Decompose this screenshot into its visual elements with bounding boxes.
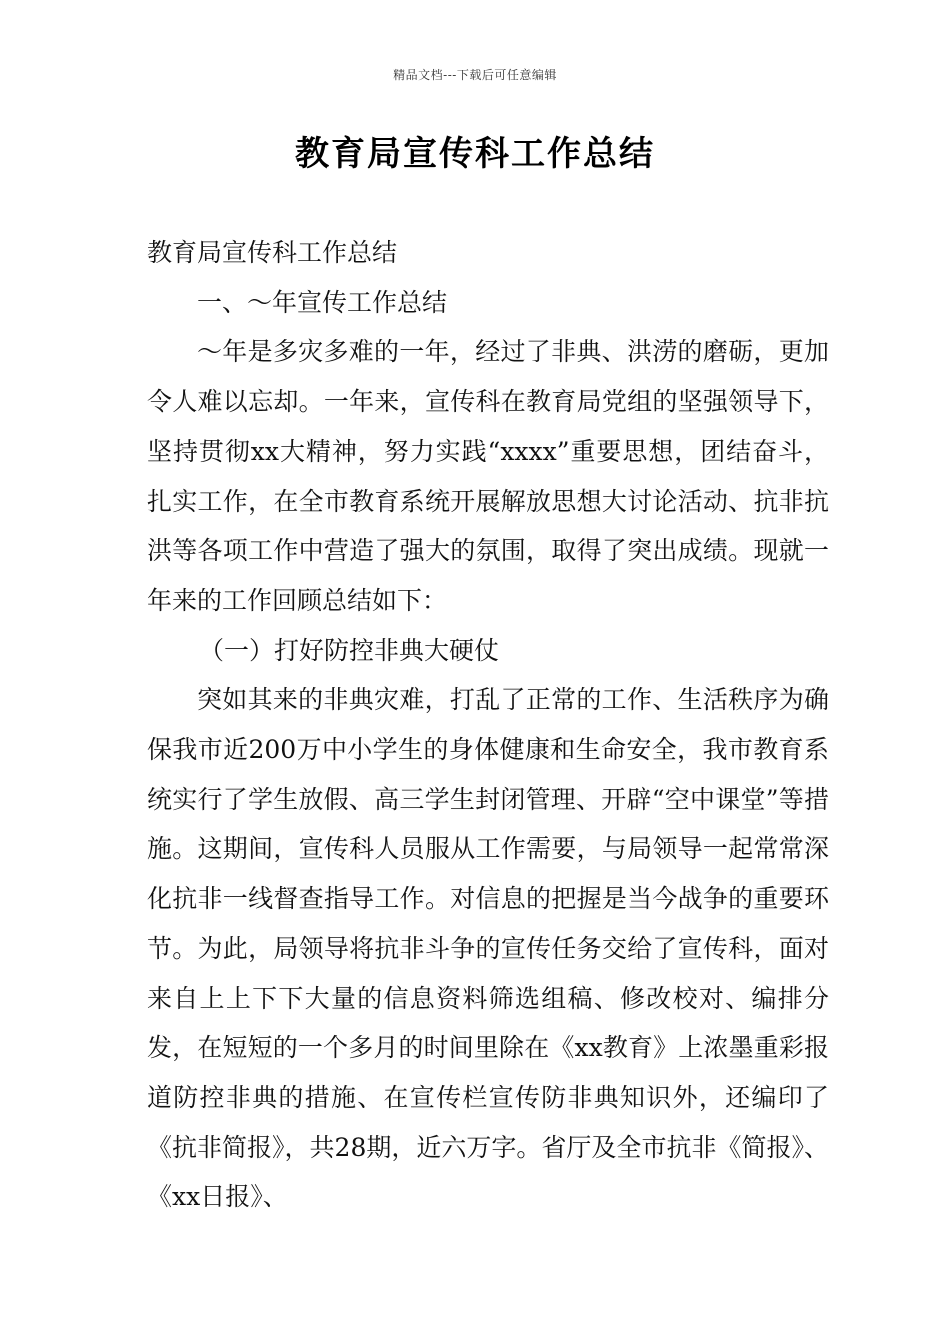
document-body	[147, 228, 829, 1222]
section-heading: 一、～年宣传工作总结	[197, 287, 448, 317]
page-title: 教育局宣传科工作总结	[295, 134, 655, 174]
header-note: 精品文档---下载后可任意编辑	[393, 68, 557, 82]
subsection-heading: （一）打好防控非典大硬仗	[199, 635, 500, 665]
body-paragraph: ～年是多灾多难的一年，经过了非典、洪涝的磨砺，更加令人难以忘却。一年来，宣传科在教育局党组的坚强领导下，坚持贯彻xx大精神，努力实践“xxxx”重要思想，团结奋斗，扎实工作，在全市教育系统开展解放思想大讨论活动、抗非抗洪等各项工作中营造了强大的氛围，取得了突出成绩。现就一年来的工作回顾总结如下：	[147, 337, 829, 615]
body-paragraph: 突如其来的非典灾难，打乱了正常的工作、生活秩序为确保我市近200万中小学生的身体健康和生命安全，我市教育系统实行了学生放假、高三学生封闭管理、开辟“空中课堂”等措施。这期间，宣传科人员服从工作需要，与局领导一起常常深化抗非一线督查指导工作。对信息的把握是当今战争的重要环节。为此，局领导将抗非斗争的宣传任务交给了宣传科，面对来自上上下下大量的信息资料筛选组稿、修改校对、编排分发，在短短的一个多月的时间里除在《xx教育》上浓墨重彩报道防控非典的措施、在宣传栏宣传防非典知识外，还编印了《抗非简报》，共28期，近六万字。省厅及全市抗非《简报》、《xx日报》、	[147, 685, 829, 1212]
doc-subtitle-paragraph: 教育局宣传科工作总结	[147, 238, 398, 267]
